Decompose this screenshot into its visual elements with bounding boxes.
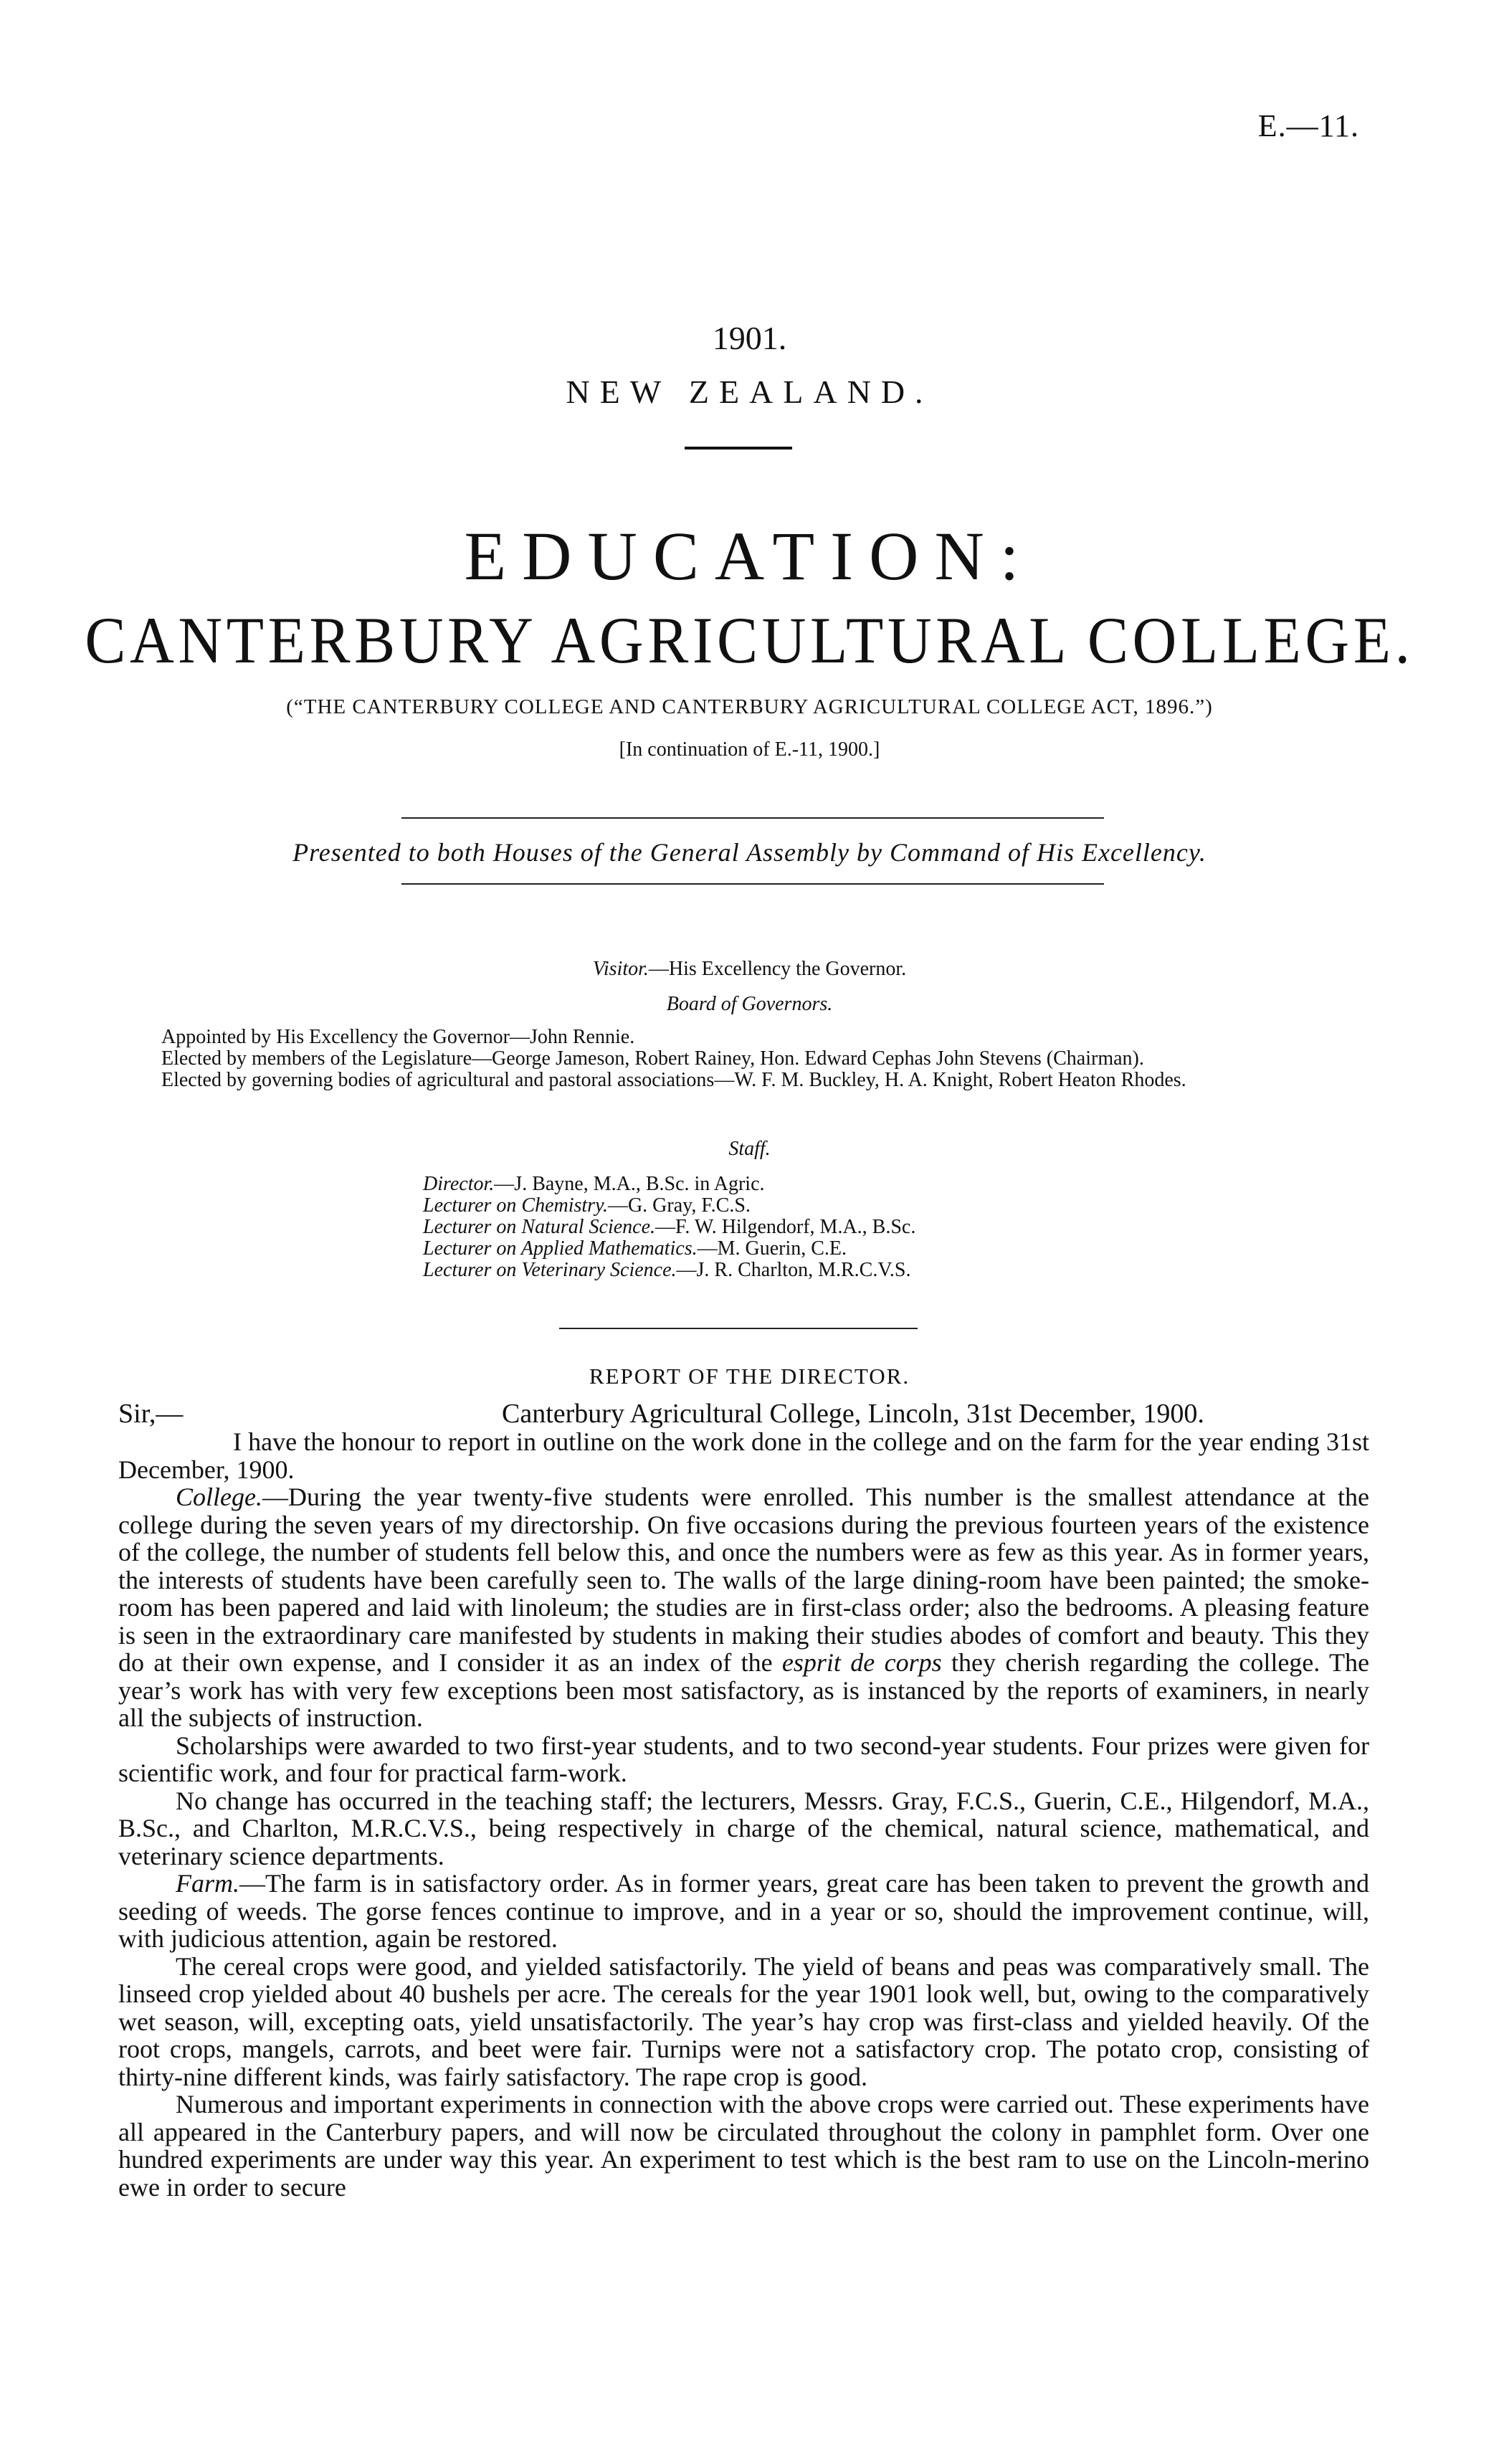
salutation: Sir,— (118, 1399, 184, 1429)
title-divider (685, 447, 792, 449)
paragraph-intro: I have the honour to report in outline on the work done in the college and on the farm for the year ending 31st December, 1900. (118, 1427, 1369, 1484)
staff-item: Lecturer on Chemistry.—G. Gray, F.C.S. (423, 1194, 751, 1217)
staff-list (423, 1174, 915, 1281)
country-heading: NEW ZEALAND. (566, 374, 933, 410)
report-heading: REPORT OF THE DIRECTOR. (589, 1364, 910, 1389)
board-heading: Board of Governors. (666, 993, 833, 1015)
board-associations: Elected by governing bodies of agricultural and pastoral associations—W. F. M. Buckley, H. A. Knight, Robert Heaton Rhodes. (161, 1069, 1186, 1091)
paragraph-farm: Farm.—The farm is in satisfactory order. As in former years, great care has been taken to prevent the growth and seeding of weeds. The gorse fences continue to improve, and in a year or so, should the improvement continue, will, with judicious attention, again be restored. (118, 1869, 1369, 1953)
paragraph-college: College.—During the year twenty-five students were enrolled. This number is the smallest attendance at the college during the seven years of my directorship. On five occasions during the previous fourteen years of the existence of the college, the number of students fell below this, and once the numbers were as few as this year. As in former years, the interests of students have been carefully seen to. The walls of the large dining-room have been painted; the smoke-room has been papered and laid with linoleum; the studies are in first-class order; also the bedrooms. A pleasing feature is seen in the extraordinary care manifested by students in making their studies abodes of comfort and beauty. This they do at their own expense, and I consider it as an index of the esprit de corps they cherish regarding the college. The year’s work has with very few exceptions been most satisfactory, as is instanced by the reports of examiners, in nearly all the subjects of instruction. (118, 1483, 1369, 1732)
staff-item: Lecturer on Natural Science.—F. W. Hilgendorf, M.A., B.Sc. (423, 1216, 916, 1238)
paragraph-staff: No change has occurred in the teaching staff; the lecturers, Messrs. Gray, F.C.S., Guerin, C.E., Hilgendorf, M.A., B.Sc., and Charlton, M.R.C.V.S., being respectively in charge of the chemical, natural science, mathematical, and veterinary science departments. (118, 1786, 1369, 1870)
board-legislature: Elected by members of the Legislature—George Jameson, Robert Rainey, Hon. Edward Cephas John Stevens (Chairman). (161, 1047, 1144, 1070)
board-members (118, 1027, 1366, 1091)
report-body (118, 1428, 1369, 2201)
presented-rule-bottom (401, 883, 1104, 885)
paragraph-scholarships: Scholarships were awarded to two first-year students, and to two second-year students. Four prizes were given for scientific work, and four for practical farm-work. (118, 1731, 1369, 1787)
page-title: EDUCATION: (464, 518, 1035, 594)
board-appointed: Appointed by His Excellency the Governor—John Rennie. (161, 1026, 635, 1048)
staff-item: Lecturer on Veterinary Science.—J. R. Charlton, M.R.C.V.S. (423, 1259, 911, 1281)
presented-statement: Presented to both Houses of the General Assembly by Command of His Excellency. (292, 838, 1207, 867)
staff-item: Lecturer on Applied Mathematics.—M. Guerin, C.E. (423, 1237, 847, 1260)
page-subtitle: CANTERBURY AGRICULTURAL COLLEGE. (85, 604, 1414, 677)
presented-rule-top (401, 817, 1104, 819)
visitor-text: —His Excellency the Governor. (648, 958, 907, 980)
page-reference: E.—11. (1257, 108, 1359, 143)
staff-item: Director.—J. Bayne, M.A., B.Sc. in Agric. (423, 1173, 765, 1195)
visitor-line (0, 959, 1499, 980)
staff-heading: Staff. (728, 1138, 771, 1160)
act-reference: (“THE CANTERBURY COLLEGE AND CANTERBURY AGRICULTURAL COLLEGE ACT, 1896.”) (286, 695, 1213, 718)
document-year: 1901. (712, 320, 787, 356)
paragraph-crops: The cereal crops were good, and yielded satisfactorily. The yield of beans and peas was comparatively small. The linseed crop yielded about 40 bushels per acre. The cereals for the year 1901 look well, but, owing to the comparatively wet season, will, excepting oats, yield unsatisfactorily. The year’s hay crop was first-class and yielded heavily. Of the root crops, mangels, carrots, and beet were fair. Turnips were not a satisfactory crop. The potato crop, consisting of thirty-nine different kinds, was fairly satisfactory. The rape crop is good. (118, 1951, 1369, 2091)
visitor-label: Visitor. (592, 958, 649, 980)
report-divider (559, 1328, 918, 1329)
continuation-note: [In continuation of E.-11, 1900.] (619, 738, 880, 761)
paragraph-experiments: Numerous and important experiments in connection with the above crops were carried out. These experiments have all appeared in the Canterbury papers, and will now be circulated throughout the colony in pamphlet form. Over one hundred experiments are under way this year. An experiment to test which is the best ram to use on the Lincoln-merino ewe in order to secure (118, 2090, 1369, 2202)
report-dateline: Canterbury Agricultural College, Lincoln, 31st December, 1900. (502, 1399, 1204, 1429)
